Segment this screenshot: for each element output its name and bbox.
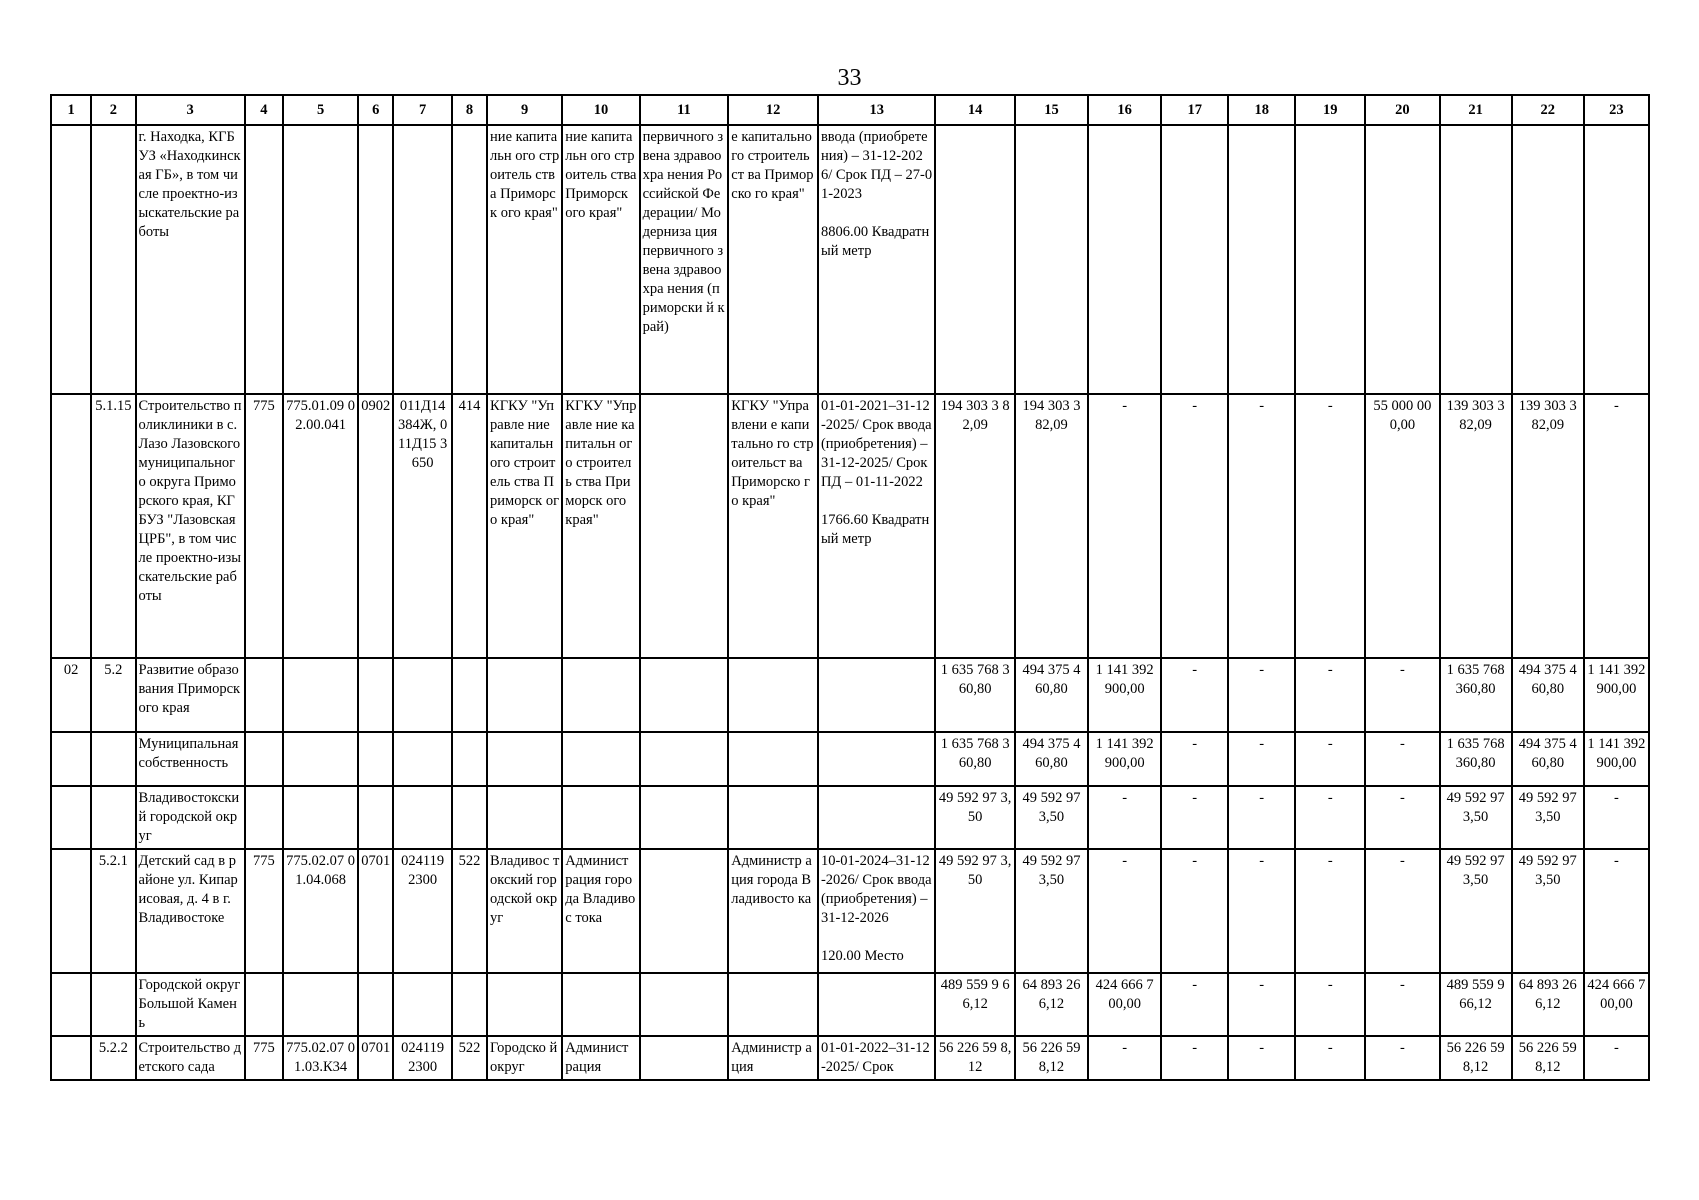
- cell-col-18: -: [1228, 732, 1295, 786]
- cell-col-4: [245, 973, 283, 1036]
- cell-col-9: [487, 658, 562, 732]
- cell-col-23: -: [1584, 849, 1649, 973]
- cell-col-18: [1228, 125, 1295, 394]
- cell-col-1: [51, 732, 91, 786]
- column-header-15: 15: [1015, 95, 1088, 125]
- cell-col-11: [640, 973, 729, 1036]
- cell-col-23: -: [1584, 394, 1649, 658]
- cell-col-3: Строительство поликлиники в с. Лазо Лазовского муниципального округа Приморского края, КГБУЗ "Лазовская ЦРБ", в том числе проектно-изыскательские работы: [136, 394, 245, 658]
- table-row: [51, 394, 1649, 658]
- column-header-11: 11: [640, 95, 729, 125]
- cell-col-16: -: [1088, 394, 1161, 658]
- cell-col-22: 494 375 4 60,80: [1512, 658, 1584, 732]
- cell-col-23: 1 141 392 900,00: [1584, 732, 1649, 786]
- cell-col-5: [283, 786, 358, 849]
- cell-col-13: [818, 973, 936, 1036]
- header-row: [51, 95, 1649, 125]
- cell-col-8: 414: [452, 394, 487, 658]
- cell-col-19: -: [1295, 1036, 1365, 1080]
- table-row: [51, 849, 1649, 973]
- column-header-4: 4: [245, 95, 283, 125]
- cell-col-12: Администр ация города Владивосто ка: [728, 849, 818, 973]
- column-header-20: 20: [1365, 95, 1439, 125]
- cell-col-5: [283, 125, 358, 394]
- cell-col-10: Админист рация: [562, 1036, 639, 1080]
- cell-col-8: [452, 973, 487, 1036]
- cell-col-13: 01-01-2021–31-12-2025/ Срок ввода (приобретения) – 31-12-2025/ Срок ПД – 01-11-2022 1766.60 Квадратный метр: [818, 394, 936, 658]
- page-number: 33: [837, 65, 862, 91]
- cell-col-17: -: [1161, 732, 1228, 786]
- cell-col-14: [935, 125, 1014, 394]
- column-header-5: 5: [283, 95, 358, 125]
- cell-col-1: 02: [51, 658, 91, 732]
- cell-col-20: -: [1365, 1036, 1439, 1080]
- cell-col-3: Владивостокский городской округ: [136, 786, 245, 849]
- cell-col-3: Развитие образования Приморского края: [136, 658, 245, 732]
- cell-col-14: 1 635 768 360,80: [935, 658, 1014, 732]
- cell-col-6: [358, 786, 393, 849]
- cell-col-22: [1512, 125, 1584, 394]
- cell-col-13: 01-01-2022–31-12-2025/ Срок: [818, 1036, 936, 1080]
- cell-col-23: -: [1584, 786, 1649, 849]
- cell-col-22: 64 893 26 6,12: [1512, 973, 1584, 1036]
- cell-col-3: Детский сад в районе ул. Кипарисовая, д. 4 в г. Владивостоке: [136, 849, 245, 973]
- cell-col-15: 49 592 97 3,50: [1015, 786, 1088, 849]
- cell-col-21: [1440, 125, 1512, 394]
- cell-col-23: -: [1584, 1036, 1649, 1080]
- cell-col-8: 522: [452, 849, 487, 973]
- column-header-2: 2: [91, 95, 135, 125]
- cell-col-6: [358, 658, 393, 732]
- cell-col-14: 49 592 97 3,50: [935, 849, 1014, 973]
- column-header-19: 19: [1295, 95, 1365, 125]
- cell-col-10: [562, 973, 639, 1036]
- cell-col-11: [640, 394, 729, 658]
- cell-col-18: -: [1228, 786, 1295, 849]
- column-header-14: 14: [935, 95, 1014, 125]
- cell-col-16: -: [1088, 1036, 1161, 1080]
- cell-col-4: 775: [245, 394, 283, 658]
- cell-col-11: первичного звена здравоохра нения Российской Федерации/ Модерниза ция первичного звена здравоохра нения (приморски й край): [640, 125, 729, 394]
- cell-col-21: 49 592 97 3,50: [1440, 849, 1512, 973]
- column-header-12: 12: [728, 95, 818, 125]
- table-body: [51, 125, 1649, 1080]
- cell-col-2: [91, 973, 135, 1036]
- cell-col-13: [818, 658, 936, 732]
- cell-col-7: [393, 658, 452, 732]
- cell-col-2: [91, 125, 135, 394]
- cell-col-4: 775: [245, 1036, 283, 1080]
- cell-col-1: [51, 973, 91, 1036]
- cell-col-15: 56 226 59 8,12: [1015, 1036, 1088, 1080]
- cell-col-14: 194 303 3 82,09: [935, 394, 1014, 658]
- column-header-13: 13: [818, 95, 936, 125]
- cell-col-10: [562, 732, 639, 786]
- cell-col-1: [51, 786, 91, 849]
- cell-col-7: 024119 2300: [393, 849, 452, 973]
- cell-col-9: Городско й округ: [487, 1036, 562, 1080]
- cell-col-8: [452, 732, 487, 786]
- cell-col-10: [562, 786, 639, 849]
- data-table: [50, 94, 1650, 1081]
- cell-col-20: -: [1365, 786, 1439, 849]
- cell-col-3: Городской округ Большой Камень: [136, 973, 245, 1036]
- cell-col-17: -: [1161, 786, 1228, 849]
- column-header-18: 18: [1228, 95, 1295, 125]
- cell-col-11: [640, 849, 729, 973]
- table-row: [51, 732, 1649, 786]
- cell-col-23: [1584, 125, 1649, 394]
- cell-col-16: 424 666 7 00,00: [1088, 973, 1161, 1036]
- cell-col-7: 011Д14 384Ж, 011Д15 3650: [393, 394, 452, 658]
- cell-col-22: 139 303 3 82,09: [1512, 394, 1584, 658]
- cell-col-19: -: [1295, 394, 1365, 658]
- cell-col-13: [818, 786, 936, 849]
- cell-col-16: -: [1088, 786, 1161, 849]
- cell-col-8: 522: [452, 1036, 487, 1080]
- cell-col-20: -: [1365, 732, 1439, 786]
- cell-col-5: [283, 973, 358, 1036]
- cell-col-20: [1365, 125, 1439, 394]
- column-header-17: 17: [1161, 95, 1228, 125]
- cell-col-21: 139 303 3 82,09: [1440, 394, 1512, 658]
- cell-col-4: [245, 786, 283, 849]
- cell-col-9: Владивос токский городской округ: [487, 849, 562, 973]
- cell-col-18: -: [1228, 658, 1295, 732]
- cell-col-14: 56 226 59 8,12: [935, 1036, 1014, 1080]
- cell-col-19: -: [1295, 658, 1365, 732]
- cell-col-6: 0701: [358, 849, 393, 973]
- column-header-23: 23: [1584, 95, 1649, 125]
- column-header-1: 1: [51, 95, 91, 125]
- cell-col-22: 49 592 97 3,50: [1512, 849, 1584, 973]
- cell-col-8: [452, 658, 487, 732]
- cell-col-21: 1 635 768 360,80: [1440, 658, 1512, 732]
- cell-col-5: 775.01.09 02.00.041: [283, 394, 358, 658]
- cell-col-18: -: [1228, 849, 1295, 973]
- cell-col-4: [245, 125, 283, 394]
- cell-col-9: [487, 786, 562, 849]
- cell-col-7: 024119 2300: [393, 1036, 452, 1080]
- table-row: [51, 658, 1649, 732]
- cell-col-19: -: [1295, 849, 1365, 973]
- cell-col-20: -: [1365, 849, 1439, 973]
- cell-col-20: 55 000 00 0,00: [1365, 394, 1439, 658]
- cell-col-15: 49 592 97 3,50: [1015, 849, 1088, 973]
- cell-col-5: [283, 732, 358, 786]
- cell-col-6: 0701: [358, 1036, 393, 1080]
- cell-col-17: -: [1161, 658, 1228, 732]
- cell-col-8: [452, 786, 487, 849]
- cell-col-10: ние капитальн ого строитель ства Приморск ого края": [562, 125, 639, 394]
- cell-col-11: [640, 658, 729, 732]
- cell-col-12: [728, 973, 818, 1036]
- cell-col-7: [393, 973, 452, 1036]
- column-header-22: 22: [1512, 95, 1584, 125]
- table-row: [51, 1036, 1649, 1080]
- cell-col-12: [728, 658, 818, 732]
- cell-col-4: [245, 732, 283, 786]
- cell-col-23: 1 141 392 900,00: [1584, 658, 1649, 732]
- cell-col-10: Админист рация города Владивос тока: [562, 849, 639, 973]
- cell-col-3: г. Находка, КГБУЗ «Находкинская ГБ», в том числе проектно-изыскательские работы: [136, 125, 245, 394]
- cell-col-12: [728, 786, 818, 849]
- table-row: [51, 125, 1649, 394]
- cell-col-11: [640, 786, 729, 849]
- cell-col-7: [393, 732, 452, 786]
- cell-col-21: 49 592 97 3,50: [1440, 786, 1512, 849]
- cell-col-1: [51, 125, 91, 394]
- cell-col-3: Муниципальная собственность: [136, 732, 245, 786]
- cell-col-4: 775: [245, 849, 283, 973]
- cell-col-5: 775.02.07 01.03.К34: [283, 1036, 358, 1080]
- cell-col-20: -: [1365, 973, 1439, 1036]
- cell-col-16: 1 141 392 900,00: [1088, 732, 1161, 786]
- cell-col-15: [1015, 125, 1088, 394]
- cell-col-13: ввода (приобретения) – 31-12-2026/ Срок ПД – 27-01-2023 8806.00 Квадратный метр: [818, 125, 936, 394]
- cell-col-12: [728, 732, 818, 786]
- cell-col-21: 489 559 9 66,12: [1440, 973, 1512, 1036]
- cell-col-20: -: [1365, 658, 1439, 732]
- table-row: [51, 786, 1649, 849]
- column-header-16: 16: [1088, 95, 1161, 125]
- cell-col-9: [487, 732, 562, 786]
- cell-col-15: 494 375 4 60,80: [1015, 732, 1088, 786]
- cell-col-9: ние капитальн ого строитель ства Приморск ого края": [487, 125, 562, 394]
- cell-col-19: -: [1295, 973, 1365, 1036]
- cell-col-12: КГКУ "Управлени е капитально го строительст ва Приморско го края": [728, 394, 818, 658]
- cell-col-9: [487, 973, 562, 1036]
- table-row: [51, 973, 1649, 1036]
- column-header-8: 8: [452, 95, 487, 125]
- column-header-3: 3: [136, 95, 245, 125]
- cell-col-6: [358, 973, 393, 1036]
- cell-col-14: 489 559 9 66,12: [935, 973, 1014, 1036]
- cell-col-17: -: [1161, 973, 1228, 1036]
- cell-col-2: [91, 786, 135, 849]
- cell-col-3: Строительство детского сада: [136, 1036, 245, 1080]
- cell-col-11: [640, 1036, 729, 1080]
- cell-col-21: 1 635 768 360,80: [1440, 732, 1512, 786]
- cell-col-4: [245, 658, 283, 732]
- cell-col-15: 64 893 26 6,12: [1015, 973, 1088, 1036]
- cell-col-18: -: [1228, 394, 1295, 658]
- cell-col-10: КГКУ "Управле ние капитальн ого строитель ства Приморск ого края": [562, 394, 639, 658]
- cell-col-22: 49 592 97 3,50: [1512, 786, 1584, 849]
- cell-col-17: [1161, 125, 1228, 394]
- cell-col-16: 1 141 392 900,00: [1088, 658, 1161, 732]
- cell-col-23: 424 666 7 00,00: [1584, 973, 1649, 1036]
- cell-col-17: -: [1161, 394, 1228, 658]
- cell-col-13: 10-01-2024–31-12-2026/ Срок ввода (приобретения) – 31-12-2026 120.00 Место: [818, 849, 936, 973]
- cell-col-9: КГКУ "Управле ние капитальн ого строитель ства Приморск ого края": [487, 394, 562, 658]
- cell-col-15: 494 375 4 60,80: [1015, 658, 1088, 732]
- column-header-21: 21: [1440, 95, 1512, 125]
- cell-col-17: -: [1161, 849, 1228, 973]
- cell-col-13: [818, 732, 936, 786]
- cell-col-16: -: [1088, 849, 1161, 973]
- cell-col-19: -: [1295, 732, 1365, 786]
- column-header-6: 6: [358, 95, 393, 125]
- cell-col-11: [640, 732, 729, 786]
- cell-col-17: -: [1161, 1036, 1228, 1080]
- cell-col-21: 56 226 59 8,12: [1440, 1036, 1512, 1080]
- cell-col-2: 5.2.2: [91, 1036, 135, 1080]
- cell-col-5: 775.02.07 01.04.068: [283, 849, 358, 973]
- cell-col-15: 194 303 3 82,09: [1015, 394, 1088, 658]
- cell-col-10: [562, 658, 639, 732]
- cell-col-1: [51, 394, 91, 658]
- cell-col-2: 5.1.15: [91, 394, 135, 658]
- cell-col-19: -: [1295, 786, 1365, 849]
- cell-col-6: [358, 125, 393, 394]
- cell-col-18: -: [1228, 1036, 1295, 1080]
- column-header-10: 10: [562, 95, 639, 125]
- cell-col-16: [1088, 125, 1161, 394]
- cell-col-19: [1295, 125, 1365, 394]
- cell-col-22: 494 375 4 60,80: [1512, 732, 1584, 786]
- cell-col-12: Администр ация: [728, 1036, 818, 1080]
- cell-col-1: [51, 1036, 91, 1080]
- cell-col-1: [51, 849, 91, 973]
- column-header-9: 9: [487, 95, 562, 125]
- cell-col-22: 56 226 59 8,12: [1512, 1036, 1584, 1080]
- cell-col-8: [452, 125, 487, 394]
- cell-col-12: е капитально го строительст ва Приморско го края": [728, 125, 818, 394]
- cell-col-2: [91, 732, 135, 786]
- cell-col-7: [393, 786, 452, 849]
- cell-col-18: -: [1228, 973, 1295, 1036]
- cell-col-6: 0902: [358, 394, 393, 658]
- cell-col-6: [358, 732, 393, 786]
- cell-col-2: 5.2.1: [91, 849, 135, 973]
- cell-col-14: 49 592 97 3,50: [935, 786, 1014, 849]
- cell-col-2: 5.2: [91, 658, 135, 732]
- cell-col-14: 1 635 768 360,80: [935, 732, 1014, 786]
- cell-col-5: [283, 658, 358, 732]
- column-header-7: 7: [393, 95, 452, 125]
- cell-col-7: [393, 125, 452, 394]
